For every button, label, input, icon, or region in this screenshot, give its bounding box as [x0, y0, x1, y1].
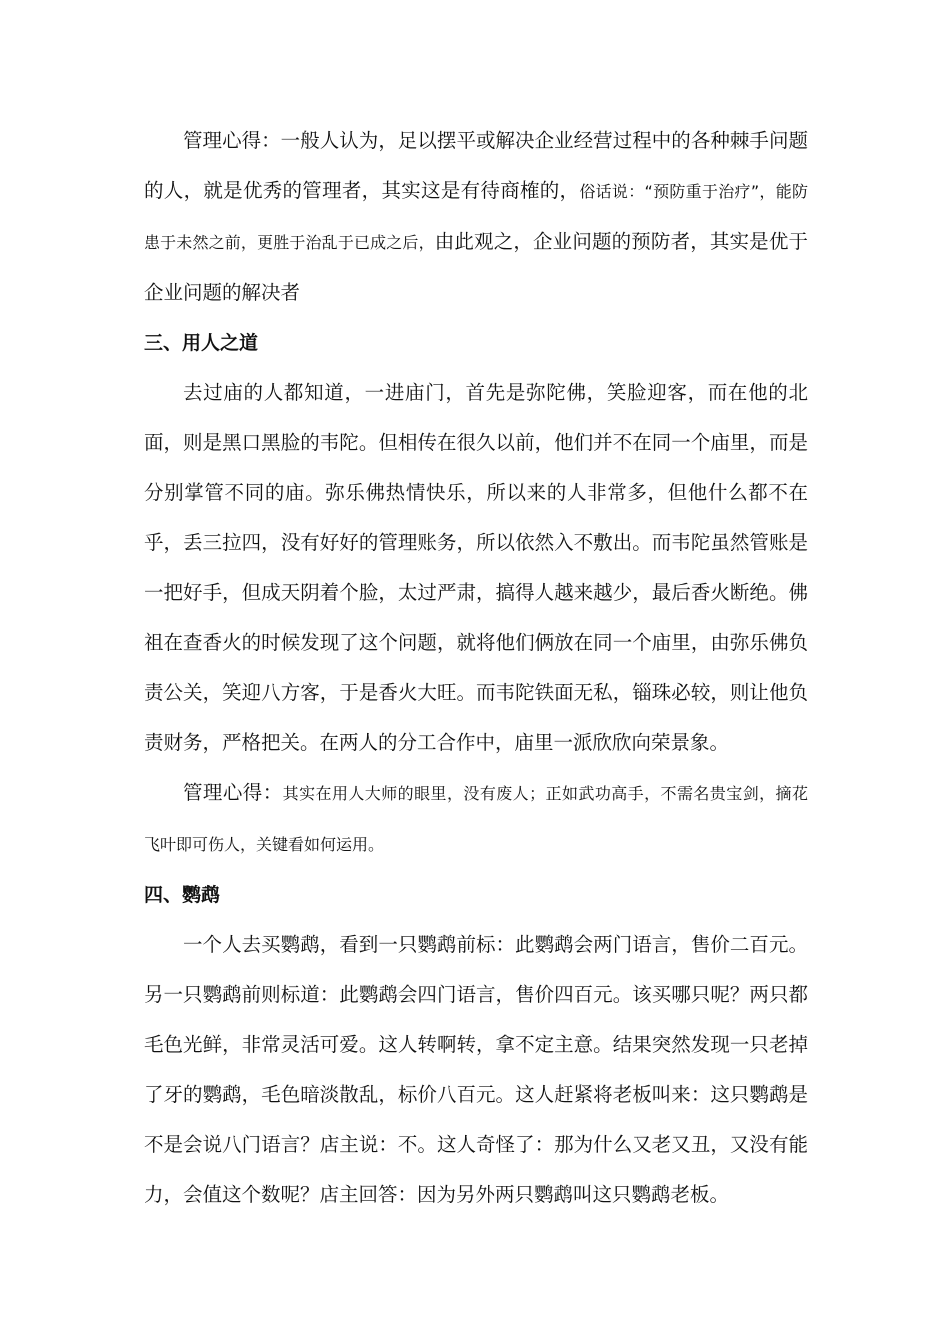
insight-text: 一般人认为，足以摆平或解决企业经营过程中的各种棘手问题的人，就是优秀的管理者，其实这是有待商榷的，	[144, 129, 808, 202]
insight-proverb: 俗话说：“预防重于治疗”，能防患于未然之前，更胜于治乱于已成之后，	[144, 182, 808, 252]
insight-label: 管理心得：	[183, 129, 281, 152]
document-page	[144, 116, 808, 1220]
insight-paragraph-prevention	[144, 116, 808, 318]
story-paragraph-parrot: 一个人去买鹦鹉，看到一只鹦鹉前标：此鹦鹉会两门语言，售价二百元。另一只鹦鹉前则标道：此鹦鹉会四门语言，售价四百元。该买哪只呢？两只都毛色光鲜，非常灵活可爱。这人转啊转，拿不定主意。结果突然发现一只老掉了牙的鹦鹉，毛色暗淡散乱，标价八百元。这人赶紧将老板叫来：这只鹦鹉是不是会说八门语言？店主说：不。这人奇怪了：那为什么又老又丑，又没有能力，会值这个数呢？店主回答：因为另外两只鹦鹉叫这只鹦鹉老板。	[144, 933, 808, 1206]
insight-paragraph-employment	[144, 768, 808, 870]
section-heading-employment: 三、用人之道	[144, 332, 259, 354]
insight-label: 管理心得：	[183, 781, 283, 804]
insight-conclusion: 由此观之，企业问题的预防者，其实是优于企业问题的解决者	[144, 230, 808, 304]
story-paragraph-temple: 去过庙的人都知道，一进庙门，首先是弥陀佛，笑脸迎客，而在他的北面，则是黑口黑脸的韦陀。但相传在很久以前，他们并不在同一个庙里，而是分别掌管不同的庙。弥乐佛热情快乐，所以来的人非常多，但他什么都不在乎，丢三拉四，没有好好的管理账务，所以依然入不敷出。而韦陀虽然管账是一把好手，但成天阴着个脸，太过严肃，搞得人越来越少，最后香火断绝。佛祖在查香火的时候发现了这个问题，就将他们俩放在同一个庙里，由弥乐佛负责公关，笑迎八方客，于是香火大旺。而韦陀铁面无私，锱珠必较，则让他负责财务，严格把关。在两人的分工合作中，庙里一派欣欣向荣景象。	[144, 381, 808, 754]
insight-text: 其实在用人大师的眼里，没有废人；正如武功高手，不需名贵宝剑，摘花飞叶即可伤人，关键看如何运用。	[144, 784, 808, 854]
section-heading-parrot: 四、鹦鹉	[144, 884, 221, 906]
